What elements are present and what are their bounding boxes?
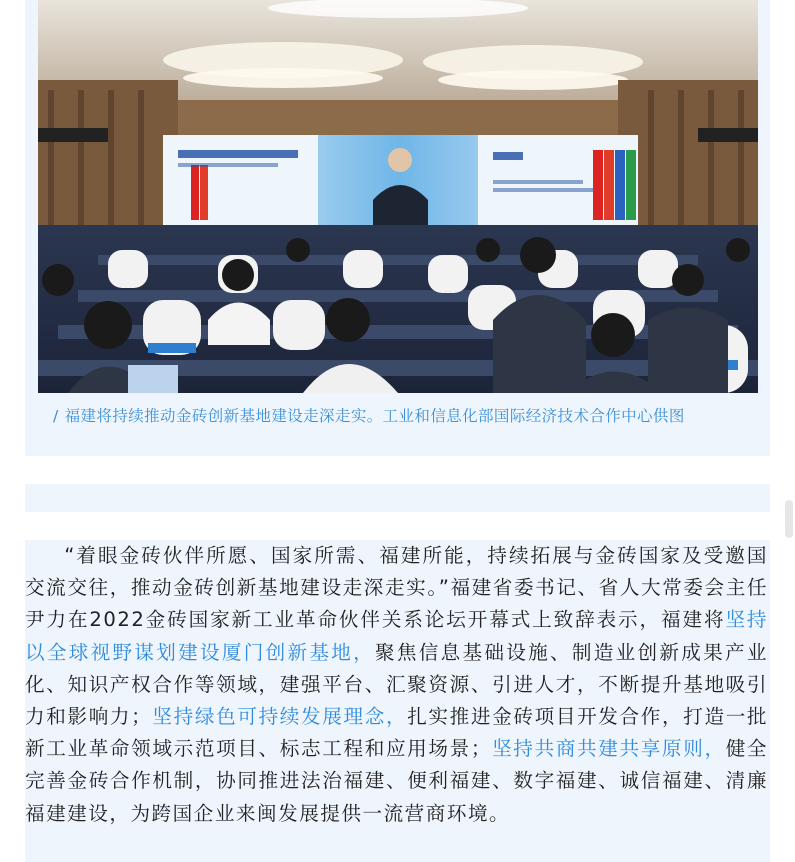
paragraph-text-3: 扎实推进金砖项目开发合作，打造一批新工业革命领域示范项目、标志工程和应用场景； [25, 705, 769, 761]
paragraph-text-2: 聚焦信息基础设施、制造业创新成果产业化、知识产权合作等领域，建强平台、汇聚资源、引进人才，不断提升基地吸引力和影响力； [25, 640, 768, 729]
photo-block [25, 0, 770, 456]
photo-caption [53, 403, 753, 429]
paragraph-text-1: “着眼金砖伙伴所愿、国家所需、福建所能，持续拓展与金砖国家及受邀国交流交往，推动金砖创新基地建设走深走实。”福建省委书记、省人大常委会主任尹力在2022金砖国家新工业革命伙伴关系论坛开幕式上致辞表示，福建将 [25, 544, 768, 632]
section-divider [25, 484, 770, 512]
article-body [25, 540, 770, 862]
highlight-text-1: 坚持以全球视野谋划建设厦门创新基地， [25, 608, 769, 664]
caption-slash: / [53, 407, 59, 425]
forum-photo-drawing [38, 0, 758, 393]
paragraph-text-4: 健全完善金砖合作机制，协同推进法治福建、便利福建、数字福建、诚信福建、清廉福建建设，为跨国企业来闽发展提供一流营商环境。 [25, 737, 769, 825]
scrollbar-thumb[interactable] [785, 500, 793, 538]
highlight-text-3: 坚持共商共建共享原则， [491, 737, 726, 761]
caption-text: 福建将持续推动金砖创新基地建设走深走实。工业和信息化部国际经济技术合作中心供图 [64, 407, 685, 425]
article-paragraph [25, 540, 770, 830]
forum-photo[interactable] [38, 0, 758, 393]
highlight-text-2: 坚持绿色可持续发展理念， [152, 705, 408, 729]
